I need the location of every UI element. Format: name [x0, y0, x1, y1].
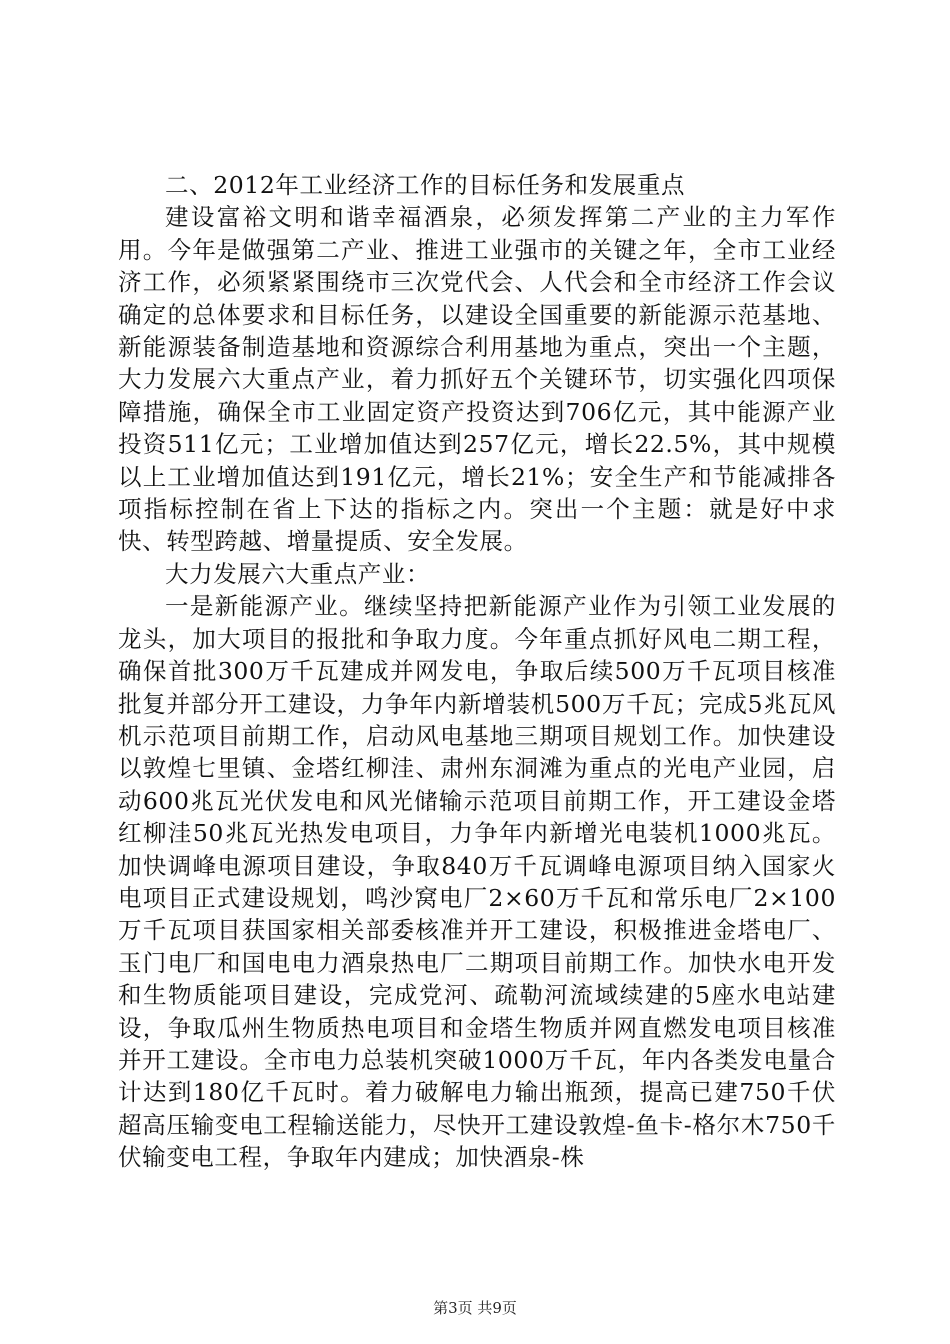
document-body [118, 169, 836, 1174]
paragraph: 大力发展六大重点产业： [165, 559, 431, 588]
page-footer [0, 1298, 950, 1318]
section-heading: 二、2012年工业经济工作的目标任务和发展重点 [165, 171, 686, 199]
paragraph: 建设富裕文明和谐幸福酒泉，必须发挥第二产业的主力军作用。今年是做强第二产业、推进工业强市的关键之年，全市工业经济工作，必须紧紧围绕市三次党代会、人代会和全市经济工作会议确定的总体要求和目标任务，以建设全国重要的新能源示范基地、新能源装备制造基地和资源综合利用基地为重点，突出一个主题，大力发展六大重点产业，着力抓好五个关键环节，切实强化四项保障措施，确保全市工业固定资产投资达到706亿元，其中能源产业投资511亿元；工业增加值达到257亿元，增长22.5%，其中规模以上工业增加值达到191亿元，增长21%；安全生产和节能减排各项指标控制在省上下达的指标之内。突出一个主题：就是好中求快、转型跨越、增量提质、安全发展。 [118, 203, 836, 556]
page-number-label: 第3页 共9页 [433, 1299, 517, 1317]
paragraph: 一是新能源产业。继续坚持把新能源产业作为引领工业发展的龙头，加大项目的报批和争取力度。今年重点抓好风电二期工程，确保首批300万千瓦建成并网发电，争取后续500万千瓦项目核准批复并部分开工建设，力争年内新增装机500万千瓦；完成5兆瓦风机示范项目前期工作，启动风电基地三期项目规划工作。加快建设以敦煌七里镇、金塔红柳洼、肃州东洞滩为重点的光电产业园，启动600兆瓦光伏发电和风光储输示范项目前期工作，开工建设金塔红柳洼50兆瓦光热发电项目，力争年内新增光电装机1000兆瓦。加快调峰电源项目建设，争取840万千瓦调峰电源项目纳入国家火电项目正式建设规划，鸣沙窝电厂2×60万千瓦和常乐电厂2×100万千瓦项目获国家相关部委核准并开工建设，积极推进金塔电厂、玉门电厂和国电电力酒泉热电厂二期项目前期工作。加快水电开发和生物质能项目建设，完成党河、疏勒河流域续建的5座水电站建设，争取瓜州生物质热电项目和金塔生物质并网直燃发电项目核准并开工建设。全市电力总装机突破1000万千瓦，年内各类发电量合计达到180亿千瓦时。着力破解电力输出瓶颈，提高已建750千伏超高压输变电工程输送能力，尽快开工建设敦煌-鱼卡-格尔木750千伏输变电工程，争取年内建成；加快酒泉-株 [118, 592, 836, 1172]
